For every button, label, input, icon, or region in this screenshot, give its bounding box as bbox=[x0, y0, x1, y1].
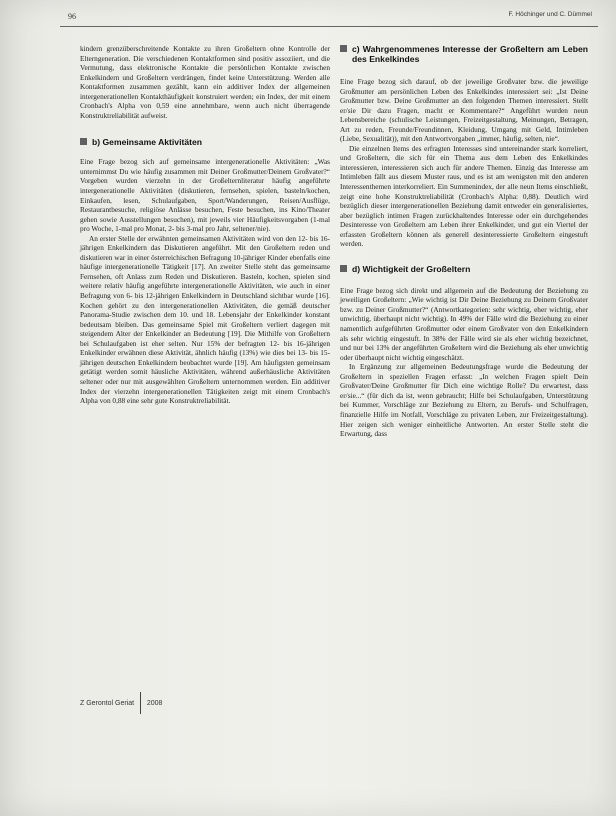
section-heading-b: b) Gemeinsame Aktivitäten bbox=[80, 137, 330, 147]
paragraph: In Ergänzung zur allgemeinen Bedeutungsfrage wurde die Bedeutung der Großeltern in speziellen Fragen erfasst: „In welchen Fragen spielt Dein Großvater/Deine Großmutter für Dich eine wichtige Rolle? Du erwartest, dass er/sie...“ (für dich da ist, wenn gebraucht; Hilfe bei Schulaufgaben, Unterstützung bei Kummer, Vorschläge zur Beziehung zu Eltern, zu Berufs- und Schulfragen, finanzielle Hilfe im Notfall, Vorschläge zu privaten Leben, zur Freizeitgestaltung). Hier zeigen sich weniger einheitliche Antworten. An erster Stelle steht die Erwartung, dass bbox=[340, 362, 588, 439]
paragraph: An erster Stelle der erwähnten gemeinsamen Aktivitäten wird von den 12- bis 16-jährigen Enkelkindern das Diskutieren angeführt. Mit den Großeltern reden und diskutieren war in einer österreichischen Befragung 10-jähriger Kinder ebenfalls eine häufige intergenerationelle Tätigkeit [17]. An zweiter Stelle steht das gemeinsame Fernsehen, oft Anlass zum Reden und Diskutieren. Basteln, kochen, spielen sind weitere relativ häufig angeführte intergenerationelle Aktivitäten, wie auch in einer Befragung von 6- bis 12-jährigen Enkelkindern in Deutschland sichtbar wurde [16]. Kochen gehört zu den intergenerationellen Aktivitäten, die gemäß deutscher Panorama-Studie zwischen dem 10. und 18. Lebensjahr der Enkelkinder konstant bedeutsam bleiben. Das gemeinsame Spiel mit Großeltern verliert dagegen mit steigendem Alter der Enkelkinder an Bedeutung [19]. Die Mithilfe von Großeltern bei Schulaufgaben ist eher selten. Nur 15% der befragten 12- bis 16-jährigen Enkelkinder erwähnen diese Aktivität, ähnlich häufig (13%) wie dies bei 13- bis 15-jährigen deutschen Enkelkindern beobachtet wurde [19]. Am häufigsten gemeinsam getätigt werden somit häusliche Aktivitäten, während außerhäusliche Aktivitäten seltener oder nur mit ausgewählten Großeltern unternommen werden. Ein additiver Index der vierzehn intergenerationellen Tätigkeiten zeigt mit einem Cronbach's Alpha von 0,88 eine sehr gute Konstruktreliabilität. bbox=[80, 233, 330, 406]
running-head: F. Höchinger und C. Dümmel bbox=[508, 11, 592, 18]
paragraph: Eine Frage bezog sich auf gemeinsame intergenerationelle Aktivitäten: „Was unternimmst Du wie häufig zusammen mit Deiner Großmutter/Deinem Großvater?“ Vorgeben wurden vierzehn in der Großelternliteratur häufig angeführte intergenerationelle Aktivitäten (diskutieren, fernsehen, spielen, basteln/kochen, Einkaufen, lesen, Schulaufgaben, Sport/Wanderungen, Reisen/Ausflüge, Restaurantbesuche, religiöse Anlässe besuchen, Feste besuchen, ins Kino/Theater gehen sowie Ausstellungen besuchen), mit jeweils vier Häufigkeitsvorgaben (1-mal pro Woche, 1-mal pro Monat, 2- bis 3-mal pro Jahr, seltener/nie). bbox=[80, 157, 330, 234]
page-number: 96 bbox=[68, 12, 76, 21]
paragraph: Eine Frage bezog sich direkt und allgemein auf die Bedeutung der Beziehung zu jeweiligen Großeltern: „Wie wichtig ist Dir Deine Beziehung zu Deinem Großvater bzw. zu Deiner Großmutter?“ (Antwortkategorien: sehr wichtig, eher wichtig, eher unwichtig, überhaupt nicht wichtig). In 49% der Fälle wird die Beziehung zu einer namentlich aufgeführten Großmutter oder einem Großvater von den Enkelkindern als sehr wichtig eingestuft. In 38% der Fälle wird sie als eher wichtig bezeichnet, und nur bei 13% der angeführten Großeltern wird die Beziehung als eher unwichtig oder überhaupt nicht wichtig eingeschätzt. bbox=[340, 285, 588, 362]
section-heading-d: d) Wichtigkeit der Großeltern bbox=[340, 264, 588, 274]
paragraph: Die einzelnen Items des erfragten Interesses sind untereinander stark korreliert, und Großeltern, die sich für ein Thema aus dem Leben des Enkelkindes interessieren, interessieren sich auch für andere Themen. Einzig das Interesse am Intimleben fällt aus diesem Muster raus, und es ist am wenigsten mit den anderen Interessenthemen interkorreliert. Ein Summenindex, der alle neun Items einschließt, zeigt eine hohe Konstruktreliabilität (Cronbach's Alpha: 0,88). Deutlich wird bezüglich dieser intergenerationellen Beziehung damit entweder ein generalisiertes, aber bezüglich intimen Fragen zurückhaltendes Interesse oder ein durchgehendes Desinteresse von Großeltern am Leben ihrer Enkelkinder, und gut ein Viertel der erfassten Großeltern können als generell desinteressierte Großeltern eingestuft werden. bbox=[340, 143, 588, 249]
paragraph: Eine Frage bezog sich darauf, ob der jeweilige Großvater bzw. die jeweilige Großmutter am persönlichen Leben des Enkelkindes interessiert sei: „Ist Deine Großmutter bzw. Deine Großmutter an den folgenden Themen interessiert. Stellt er/sie Dir dazu Fragen, macht er Kommentare?“ Angeführt wurden neun Lebensbereiche (schulische Leistungen, Freizeitgestaltung, Meinungen, Betragen, Art zu reden, Freunde/Freundinnen, Kleidung, Umgang mit Geld, Intimleben (Liebe, Sexualität)), mit den Antwortvorgaben „immer, häufig, selten, nie“. bbox=[340, 77, 588, 144]
page-footer bbox=[80, 692, 162, 714]
section-bullet-icon bbox=[80, 138, 87, 145]
section-heading-c: c) Wahrgenommenes Interesse der Großeltern am Leben des Enkelkindes bbox=[340, 44, 588, 64]
journal-year: 2008 bbox=[146, 699, 163, 707]
paragraph: kindern grenzüberschreitende Kontakte zu ihren Großeltern ohne Kontrolle der Elterngeneration. Die verschiedenen Kontaktformen sind positiv assoziiert, und die Vermutung, dass elektronische Kontakte die persönlichen Kontakte zwischen Enkelkindern und Großeltern verdrängen, findet keine Unterstützung. Werden alle Kontaktformen zusammen gezählt, kann ein additiver Index der allgemeinen intergenerationellen Kontakthäufigkeit konstruiert werden; ein Index, der mit einem Cronbach's Alpha von 0,59 eine annehmbare, wenn auch nicht überragende Konstruktreliabilität aufweist. bbox=[80, 44, 330, 120]
right-column bbox=[340, 44, 588, 439]
left-column bbox=[80, 44, 330, 406]
section-bullet-icon bbox=[340, 45, 347, 52]
section-bullet-icon bbox=[340, 265, 347, 272]
footer-divider bbox=[140, 692, 141, 714]
header-rule bbox=[60, 26, 598, 27]
journal-name: Z Gerontol Geriat bbox=[80, 699, 135, 707]
